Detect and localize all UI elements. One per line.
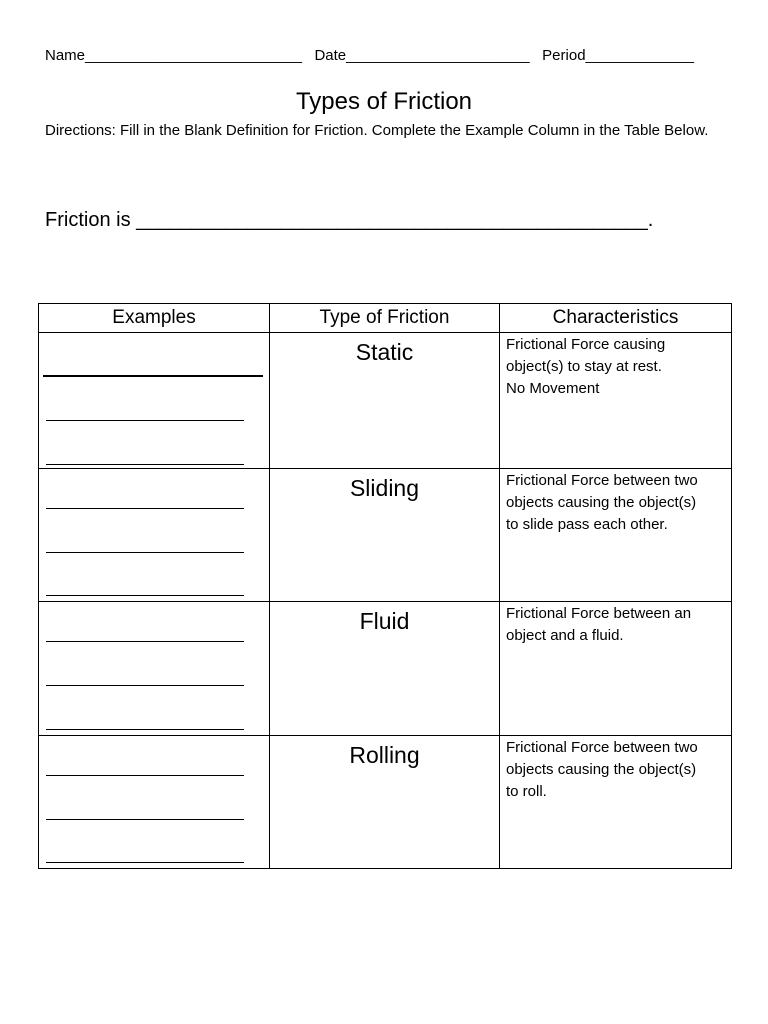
example-blank[interactable] — [46, 420, 244, 421]
example-blank[interactable] — [46, 508, 244, 509]
characteristic-line: object and a fluid. — [506, 627, 624, 644]
header-characteristics: Characteristics — [500, 304, 732, 333]
table-header-row — [39, 304, 732, 333]
examples-cell — [39, 736, 270, 869]
characteristic-line: Frictional Force causing — [506, 336, 666, 353]
example-blank[interactable] — [46, 819, 244, 820]
definition-blank[interactable]: ______________________________________________. — [136, 209, 654, 231]
characteristics-cell — [500, 736, 732, 869]
characteristic-line: to roll. — [506, 783, 547, 800]
definition-prompt: Friction is — [45, 209, 131, 231]
characteristic-line: Frictional Force between two — [506, 472, 698, 489]
date-field[interactable]: Date______________________ — [314, 47, 530, 64]
example-blank[interactable] — [46, 862, 244, 863]
characteristics-cell — [500, 469, 732, 602]
directions-text: Directions: Fill in the Blank Definition for Friction. Complete the Example Column in the Table Below. — [45, 122, 709, 139]
example-blank[interactable] — [46, 464, 244, 465]
header-type: Type of Friction — [270, 304, 500, 333]
examples-cell — [39, 333, 270, 469]
example-blank[interactable] — [46, 775, 244, 776]
friction-type: Static — [270, 333, 500, 469]
characteristic-line: No Movement — [506, 380, 600, 397]
table-row — [39, 469, 732, 602]
example-blank[interactable] — [46, 729, 244, 730]
characteristic-line: objects causing the object(s) — [506, 761, 697, 778]
characteristic-line: Frictional Force between an — [506, 605, 692, 622]
examples-cell — [39, 469, 270, 602]
characteristic-line: to slide pass each other. — [506, 516, 668, 533]
example-blank[interactable] — [46, 595, 244, 596]
page-title: Types of Friction — [295, 88, 473, 115]
student-info-line — [45, 47, 735, 64]
characteristic-line: Frictional Force between two — [506, 739, 698, 756]
example-blank[interactable] — [46, 552, 244, 553]
period-field[interactable]: Period_____________ — [542, 47, 694, 64]
friction-type: Fluid — [270, 602, 500, 736]
friction-type: Sliding — [270, 469, 500, 602]
examples-cell — [39, 602, 270, 736]
header-examples: Examples — [39, 304, 270, 333]
characteristics-cell — [500, 333, 732, 469]
characteristic-line: object(s) to stay at rest. — [506, 358, 662, 375]
example-blank[interactable] — [43, 375, 263, 377]
example-blank[interactable] — [46, 685, 244, 686]
name-field[interactable]: Name__________________________ — [45, 47, 302, 64]
table-row — [39, 602, 732, 736]
table-row — [39, 736, 732, 869]
example-blank[interactable] — [46, 641, 244, 642]
characteristics-cell — [500, 602, 732, 736]
characteristic-line: objects causing the object(s) — [506, 494, 697, 511]
table-row — [39, 333, 732, 469]
friction-table — [38, 303, 732, 869]
friction-definition — [45, 209, 735, 232]
friction-type: Rolling — [270, 736, 500, 869]
